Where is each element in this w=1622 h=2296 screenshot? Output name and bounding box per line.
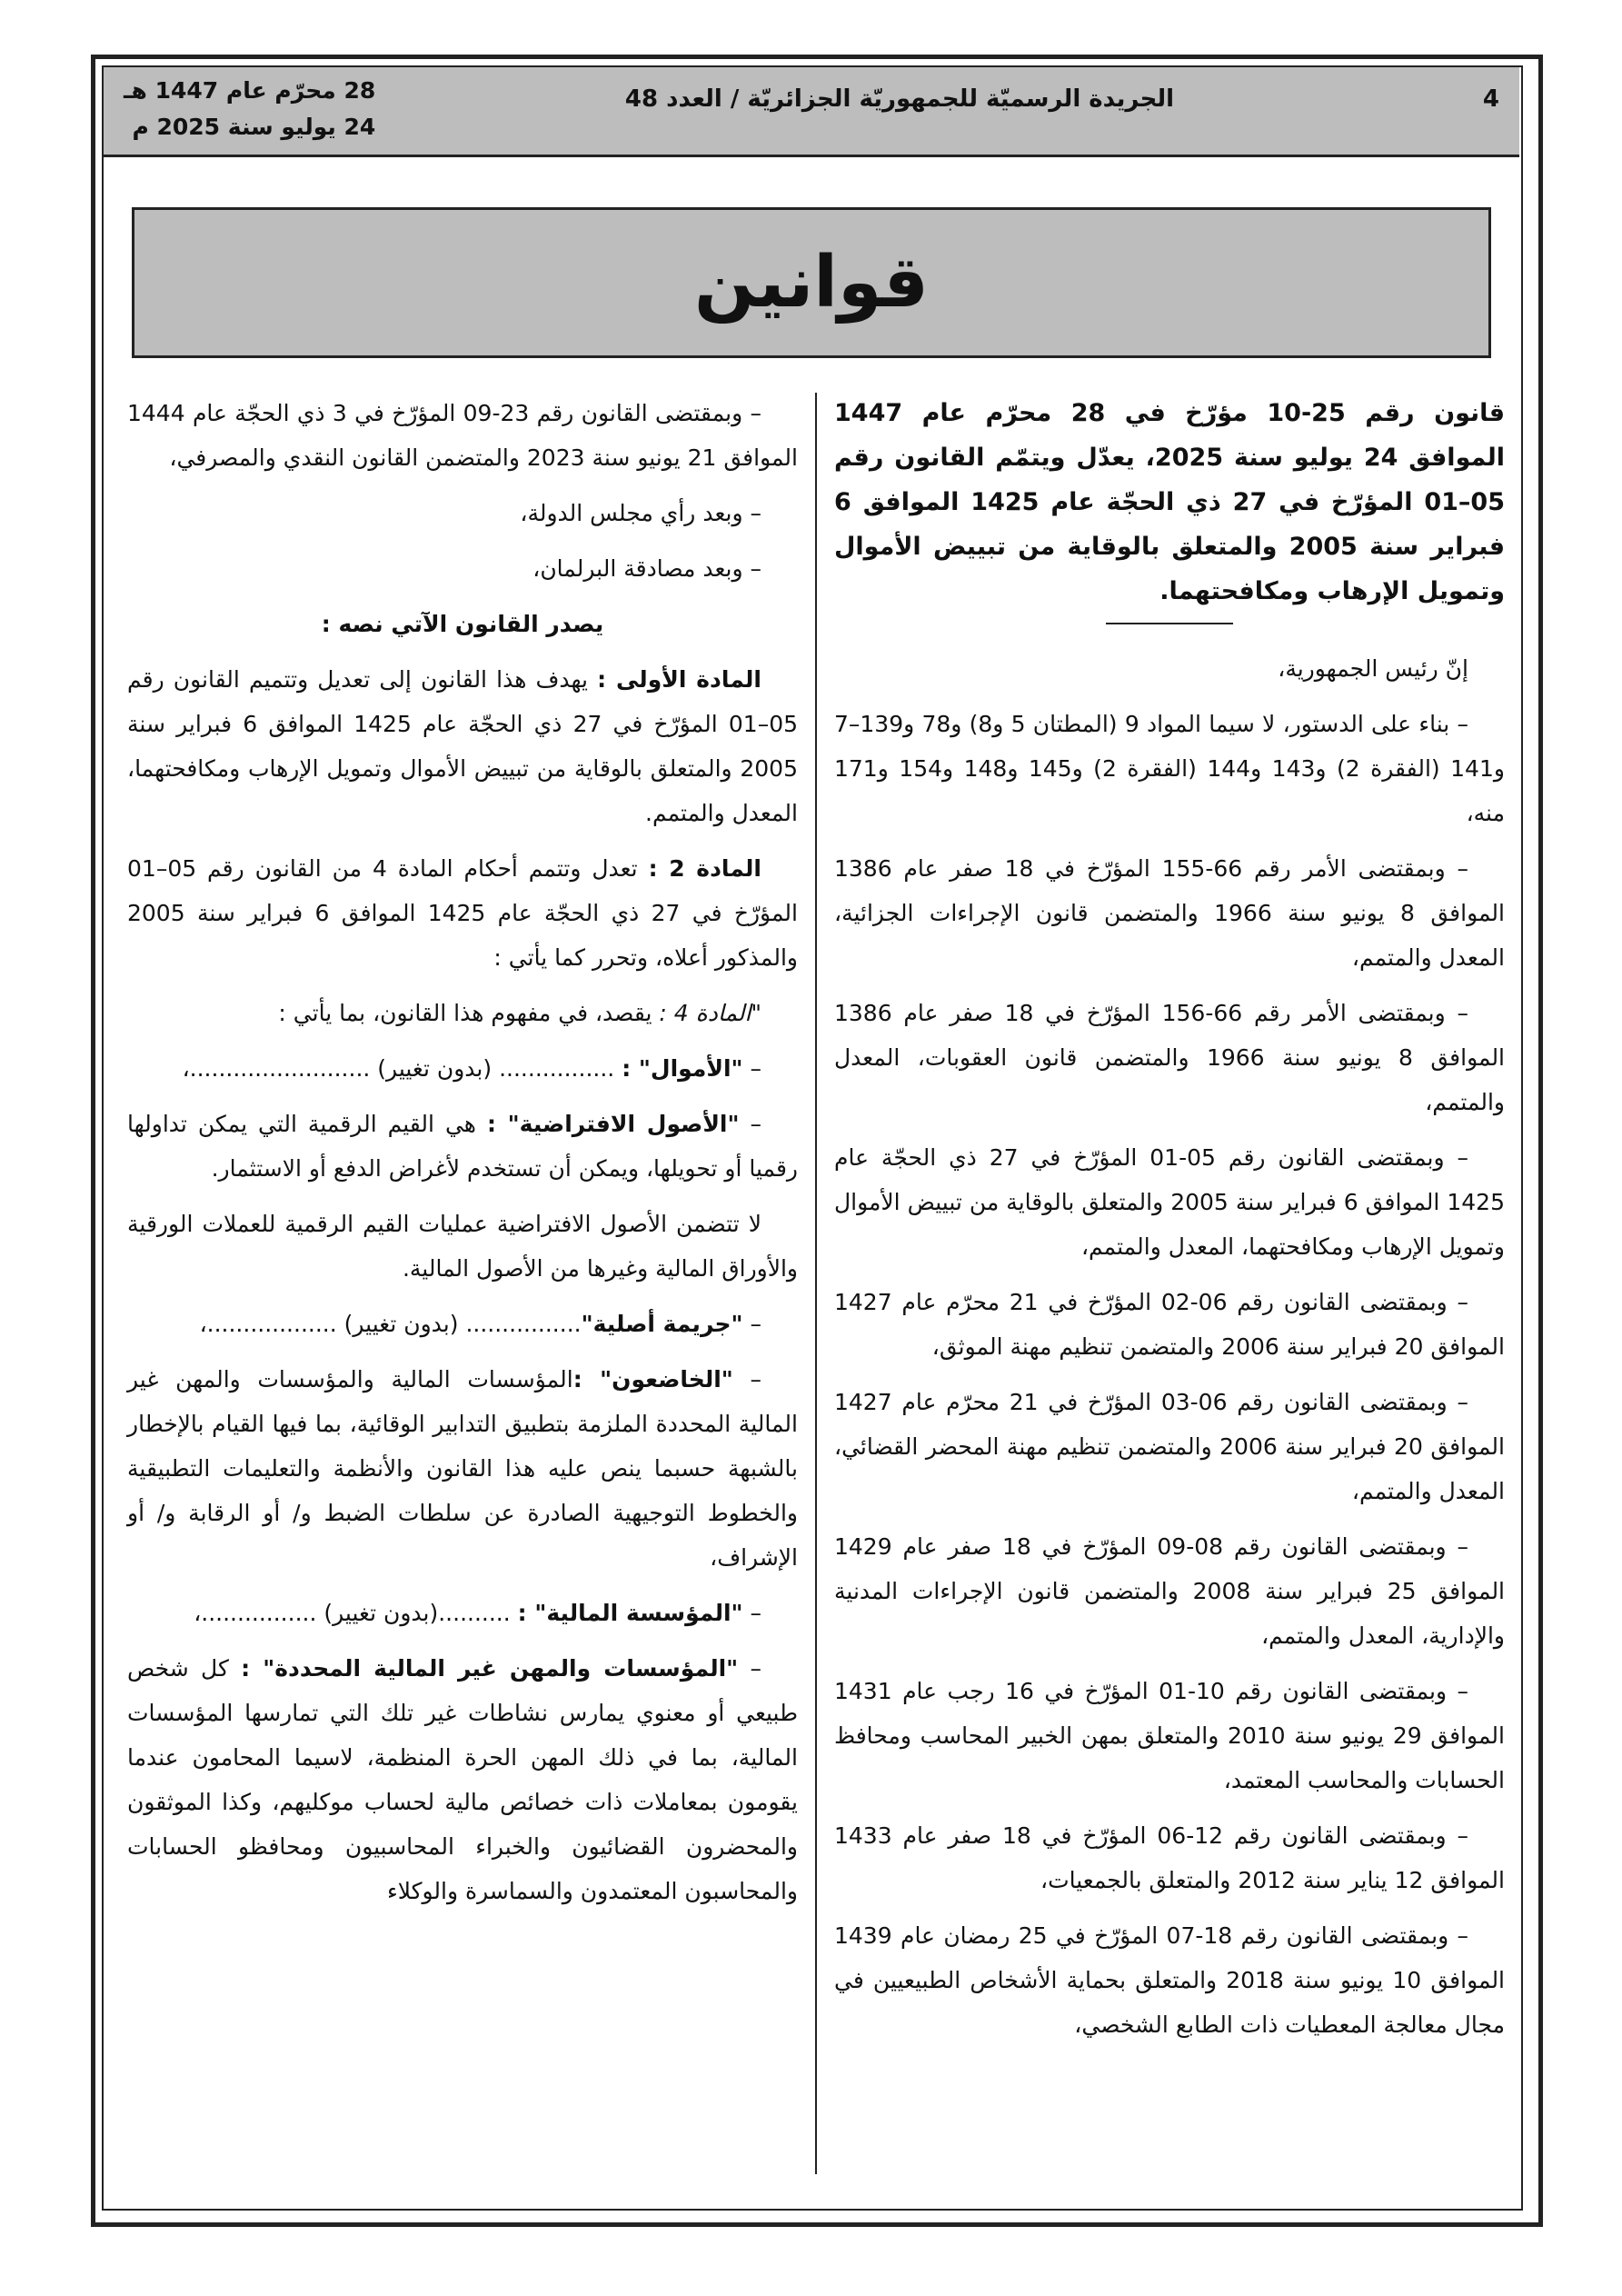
citation-paragraph: – وبمقتضى القانون رقم 06-03 المؤرّخ في 21 محرّم عام 1427 الموافق 20 فبراير سنة 2006 والمتضمن تنظيم مهنة المحضر القضائي، المعدل والمتمم، (834, 1389, 1505, 1504)
definition-text: ..........(بدون تغيير) ................، (194, 1600, 518, 1626)
promulgation-heading: يصدر القانون الآتي نصه : (321, 611, 604, 637)
definition (127, 1202, 798, 1291)
definition-term: "جريمة أصلية" (581, 1311, 743, 1337)
issue-date (124, 73, 375, 145)
definition-term: "المؤسسات والمهن غير المالية المحددة" : (241, 1655, 739, 1682)
definition-text: كل شخص طبيعي أو معنوي يمارس نشاطات غير تلك التي تمارسها المؤسسات المالية، بما في ذلك المهن الحرة المنظمة، لاسيما المحامون عندما يقومون بمعاملات ذات خصائص مالية لحساب موكليهم، وكذا الموثقون والمحضرون القضائيون والخبراء المحاسبيون ومحافظو الحسابات والمحاسبون المعتمدون والسماسرة والوكلاء (127, 1655, 798, 1904)
citation-paragraph: – وبمقتضى الأمر رقم 66-156 المؤرّخ في 18 صفر عام 1386 الموافق 8 يونيو سنة 1966 والمتضمن قانون العقوبات، المعدل والمتمم، (834, 1000, 1506, 1115)
dash: – (732, 1366, 761, 1393)
citation-paragraph: – وبمقتضى القانون رقم 08-09 المؤرّخ في 18 صفر عام 1429 الموافق 25 فبراير سنة 2008 والمتضمن قانون الإجراءات المدنية والإدارية، المعدل والمتمم، (834, 1533, 1506, 1649)
definition (127, 1302, 798, 1346)
citation-paragraph: – وبمقتضى القانون رقم 18-07 المؤرّخ في 25 رمضان عام 1439 الموافق 10 يونيو سنة 2018 والمتعلق بحماية الأشخاص الطبيعيين في مجال معالجة المعطيات ذات الطابع الشخصي، (834, 1922, 1506, 2038)
dash: – (738, 1655, 761, 1682)
citation-paragraph: – وبمقتضى القانون رقم 23-09 المؤرّخ في 3 ذي الحجّة عام 1444 الموافق 21 يونيو سنة 2023 والمتضمن القانون النقدي والمصرفي، (127, 400, 798, 471)
column-divider (815, 393, 817, 2174)
section-title-box (132, 207, 1491, 358)
article-2-text: تعدل وتتمم أحكام المادة 4 من القانون رقم 05–01 المؤرّخ في 27 ذي الحجّة عام 1425 الموافق 6 فبراير سنة 2005 والمذكور أعلاه، وتحرر كما يأتي : (127, 855, 798, 971)
citation-paragraph: – وبمقتضى القانون رقم 10-01 المؤرّخ في 16 رجب عام 1431 الموافق 29 يونيو سنة 2010 والمتعلق بمهن الخبير المحاسب ومحافظ الحسابات والمحاسب المعتمد، (834, 1678, 1505, 1793)
citation-paragraph: – وبعد مصادقة البرلمان، (532, 555, 761, 582)
article-4-text: يقصد، في مفهوم هذا القانون، بما يأتي : (278, 1000, 660, 1026)
page-number: 4 (1482, 85, 1499, 113)
gregorian-date: 24 يوليو سنة 2025 م (132, 114, 376, 140)
definition (127, 1357, 798, 1580)
citation-paragraph: – بناء على الدستور، لا سيما المواد 9 (المطتان 5 و8) و78 و139–7 و141 (الفقرة 2) و143 و144 (الفقرة 2) و145 و148 و154 و171 منه، (834, 711, 1505, 826)
article-4-label: "المادة 4 : (659, 1000, 761, 1026)
definition-term: "الخاضعون" : (572, 1366, 733, 1393)
definition-text: المؤسسات المالية والمؤسسات والمهن غير المالية المحددة الملزمة بتطبيق التدابير الوقائية، بما فيها القيام بالإخطار بالشبهة حسبما ينص عليه هذا القانون والأنظمة والتعليمات التطبيقية والخطوط التوجيهية الصادرة عن سلطات الضبط و/ أو الرقابة و/ أو الإشراف، (127, 1366, 798, 1571)
definition-term: "الأصول الافتراضية" : (486, 1111, 740, 1137)
article-2-label: المادة 2 : (648, 855, 762, 882)
definition-text: هي القيم الرقمية التي يمكن تداولها رقميا أو تحويلها، ويمكن أن تستخدم لأغراض الدفع أو الاستثمار. (127, 1111, 798, 1182)
definition-term: "المؤسسة المالية" : (517, 1600, 743, 1626)
definition (127, 1102, 798, 1191)
hijri-date: 28 محرّم عام 1447 هـ (124, 77, 376, 104)
definition (127, 1046, 798, 1091)
section-title: قوانين (693, 242, 930, 324)
definition (127, 1591, 798, 1635)
article-1-text: يهدف هذا القانون إلى تعديل وتتميم القانون رقم 05–01 المؤرّخ في 27 ذي الحجّة عام 1425 الموافق 6 فبراير سنة 2005 والمتعلق بالوقاية من تبييض الأموال وتمويل الإرهاب ومكافحتهما، المعدل والمتمم. (127, 666, 798, 826)
dash: – (742, 1055, 761, 1082)
citation-paragraph: – وبمقتضى القانون رقم 06-02 المؤرّخ في 21 محرّم عام 1427 الموافق 20 فبراير سنة 2006 والمتضمن تنظيم مهنة الموثق، (834, 1289, 1505, 1360)
page-header (104, 67, 1519, 157)
dash: – (742, 1600, 761, 1626)
citation-paragraph: – وبمقتضى الأمر رقم 66-155 المؤرّخ في 18 صفر عام 1386 الموافق 8 يونيو سنة 1966 والمتضمن قانون الإجراءات الجزائية، المعدل والمتمم، (834, 855, 1505, 971)
article-1 (127, 657, 798, 835)
article-4 (127, 991, 798, 1035)
left-column (127, 391, 798, 1924)
citation-paragraph: – وبمقتضى القانون رقم 12-06 المؤرّخ في 18 صفر عام 1433 الموافق 12 يناير سنة 2012 والمتعلق بالجمعيات، (834, 1822, 1505, 1893)
definition-text: ................ (بدون تغيير) .........................، (182, 1055, 622, 1082)
preamble: إنّ رئيس الجمهورية، (1278, 655, 1468, 682)
article-1-label: المادة الأولى : (597, 666, 761, 693)
definition-term: "الأموال" : (622, 1055, 743, 1082)
dash: – (742, 1311, 761, 1337)
citation-paragraph: – وبمقتضى القانون رقم 05-01 المؤرّخ في 27 ذي الحجّة عام 1425 الموافق 6 فبراير سنة 2005 والمتعلق بالوقاية من تبييض الأموال وتمويل الإرهاب ومكافحتهما، المعدل والمتمم، (834, 1144, 1505, 1260)
dash: – (739, 1111, 761, 1137)
definition-text: ................ (بدون تغيير) ..................، (199, 1311, 582, 1337)
citation-paragraph: – وبعد رأي مجلس الدولة، (520, 500, 761, 526)
law-title: قانون رقم 25-10 مؤرّخ في 28 محرّم عام 1447 الموافق 24 يوليو سنة 2025، يعدّل ويتمّم القانون رقم 05–01 المؤرّخ في 27 ذي الحجّة عام 1425 الموافق 6 فبراير سنة 2005 والمتعلق بالوقاية من تبييض الأموال وتمويل الإرهاب ومكافحتهما. (834, 399, 1506, 605)
definition (127, 1646, 798, 1913)
right-column (834, 391, 1505, 2058)
title-rule (1106, 623, 1233, 624)
definition-text: لا تتضمن الأصول الافتراضية عمليات القيم الرقمية للعملات الورقية والأوراق المالية وغيرها من الأصول المالية. (127, 1211, 798, 1282)
article-2 (127, 846, 798, 980)
journal-title: الجريدة الرسميّة للجمهوريّة الجزائريّة / العدد 48 (624, 85, 1174, 113)
